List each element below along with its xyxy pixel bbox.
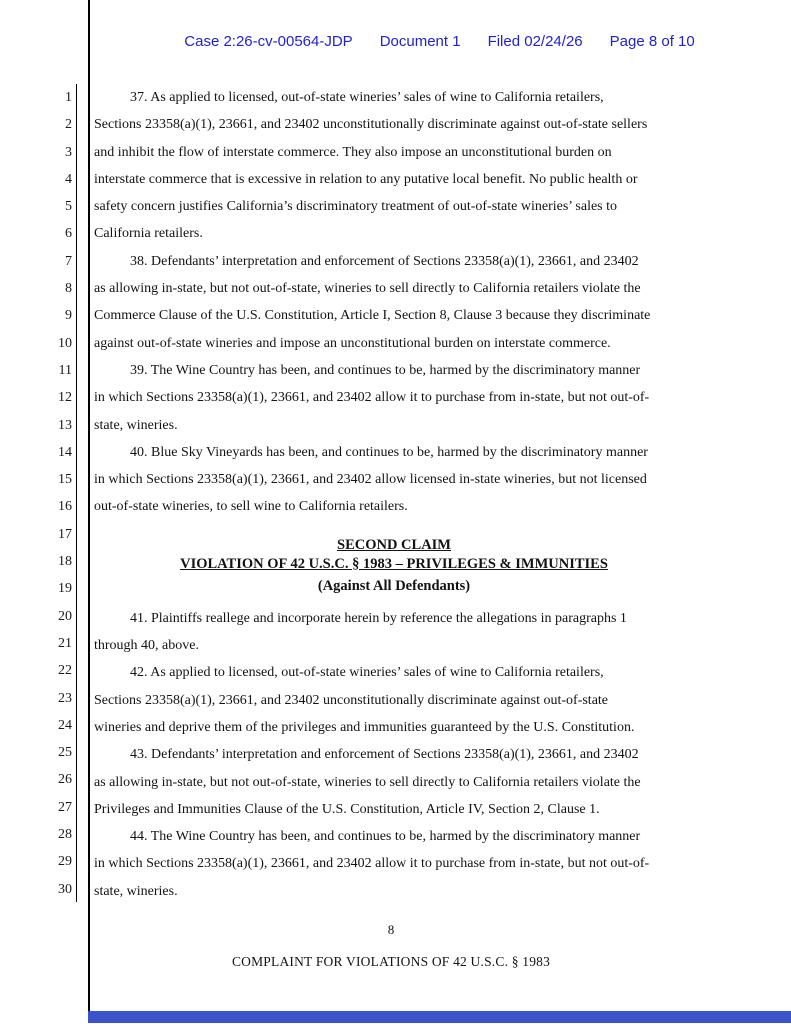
line-number: 25 <box>58 745 72 761</box>
line-number: 14 <box>58 444 72 460</box>
body-line: Privileges and Immunities Clause of the U.S. Constitution, Article IV, Section 2, Clause 1. <box>94 801 600 817</box>
line-number: 4 <box>65 171 72 187</box>
case-number: Case 2:26-cv-00564-JDP <box>184 33 353 50</box>
body-line: California retailers. <box>94 226 203 242</box>
body-line: 41. Plaintiffs reallege and incorporate herein by reference the allegations in paragraphs 1 <box>130 610 627 626</box>
second-claim-paragraphs <box>94 605 694 905</box>
page-indicator: Page 8 of 10 <box>609 33 695 50</box>
line-number: 19 <box>58 581 72 597</box>
body-line: 43. Defendants’ interpretation and enforcement of Sections 23358(a)(1), 23661, and 23402 <box>130 747 639 763</box>
filed-date: Filed 02/24/26 <box>487 33 583 50</box>
body-line: Sections 23358(a)(1), 23661, and 23402 unconstitutionally discriminate against out-of-state sellers <box>94 117 648 133</box>
line-number: 1 <box>65 90 72 105</box>
line-number: 11 <box>58 362 72 378</box>
line-number: 27 <box>58 799 72 815</box>
claim-heading-title: SECOND CLAIM <box>337 536 451 553</box>
pleading-rule-outer <box>76 84 77 902</box>
line-number: 9 <box>65 308 72 324</box>
body-line: 39. The Wine Country has been, and continues to be, harmed by the discriminatory manner <box>130 362 641 378</box>
footer-page-number: 8 <box>387 922 395 937</box>
line-number: 13 <box>58 417 72 433</box>
line-number: 22 <box>58 663 72 679</box>
line-number: 3 <box>65 144 72 160</box>
second-claim-heading <box>94 521 694 605</box>
line-number: 6 <box>65 226 72 242</box>
line-number: 10 <box>58 335 72 351</box>
body-line: 44. The Wine Country has been, and continues to be, harmed by the discriminatory manner <box>130 829 641 845</box>
line-number: 16 <box>58 499 72 515</box>
line-number: 24 <box>58 717 72 733</box>
body-line: through 40, above. <box>94 638 199 654</box>
body-text-column <box>94 84 694 905</box>
body-line: 38. Defendants’ interpretation and enforcement of Sections 23358(a)(1), 23661, and 23402 <box>130 253 639 269</box>
claim-heading-against: (Against All Defendants) <box>317 577 471 594</box>
line-number: 2 <box>65 117 72 133</box>
body-line: 40. Blue Sky Vineyards has been, and continues to be, harmed by the discriminatory manner <box>130 444 648 460</box>
body-line: state, wineries. <box>94 417 178 433</box>
body-line: state, wineries. <box>94 883 178 899</box>
body-line: 42. As applied to licensed, out-of-state wineries’ sales of wine to California retailers, <box>130 665 604 681</box>
line-number: 17 <box>58 526 72 542</box>
case-header <box>88 33 791 50</box>
body-line: wineries and deprive them of the privileges and immunities guaranteed by the U.S. Constitution. <box>94 719 635 735</box>
line-number: 29 <box>58 854 72 870</box>
claim-heading-violation: VIOLATION OF 42 U.S.C. § 1983 – PRIVILEGES & IMMUNITIES <box>180 555 608 572</box>
line-number: 28 <box>58 827 72 843</box>
body-line: Sections 23358(a)(1), 23661, and 23402 unconstitutionally discriminate against out-of-state <box>94 692 609 708</box>
body-line: and inhibit the flow of interstate commerce. They also impose an unconstitutional burden on <box>94 144 612 160</box>
body-line: in which Sections 23358(a)(1), 23661, and 23402 allow it to purchase from in-state, but not out-of- <box>94 856 650 872</box>
line-number-column <box>36 84 72 903</box>
first-claim-paragraphs <box>94 84 694 521</box>
pleading-rule-inner <box>88 0 90 1018</box>
line-number: 21 <box>58 635 72 651</box>
line-number: 8 <box>65 281 72 297</box>
body-line: in which Sections 23358(a)(1), 23661, and 23402 allow licensed in-state wineries, but not licensed <box>94 472 647 488</box>
body-line: as allowing in-state, but not out-of-state, wineries to sell directly to California retailers violate the <box>94 774 641 790</box>
body-line: against out-of-state wineries and impose an unconstitutional burden on interstate commerce. <box>94 335 611 351</box>
line-number: 7 <box>65 253 72 269</box>
document-number: Document 1 <box>379 33 461 50</box>
line-number: 12 <box>58 390 72 406</box>
footer-title: COMPLAINT FOR VIOLATIONS OF 42 U.S.C. § 1983 <box>231 954 551 969</box>
body-line: Commerce Clause of the U.S. Constitution, Article I, Section 8, Clause 3 because they discriminate <box>94 308 651 324</box>
body-line: out-of-state wineries, to sell wine to California retailers. <box>94 499 408 515</box>
body-line: as allowing in-state, but not out-of-state, wineries to sell directly to California retailers violate the <box>94 281 641 297</box>
body-line: in which Sections 23358(a)(1), 23661, and 23402 allow it to purchase from in-state, but not out-of- <box>94 390 650 406</box>
line-number: 20 <box>58 608 72 624</box>
line-number: 26 <box>58 772 72 788</box>
line-number: 18 <box>58 554 72 570</box>
body-line: interstate commerce that is excessive in relation to any putative local benefit. No public health or <box>94 171 638 187</box>
line-number: 15 <box>58 472 72 488</box>
line-number: 23 <box>58 690 72 706</box>
line-number: 5 <box>65 199 72 215</box>
body-line: safety concern justifies California’s discriminatory treatment of out-of-state wineries’ sales to <box>94 199 618 215</box>
bottom-bar <box>88 1011 791 1023</box>
body-line: 37. As applied to licensed, out-of-state wineries’ sales of wine to California retailers, <box>130 90 604 105</box>
line-number: 30 <box>58 881 72 897</box>
